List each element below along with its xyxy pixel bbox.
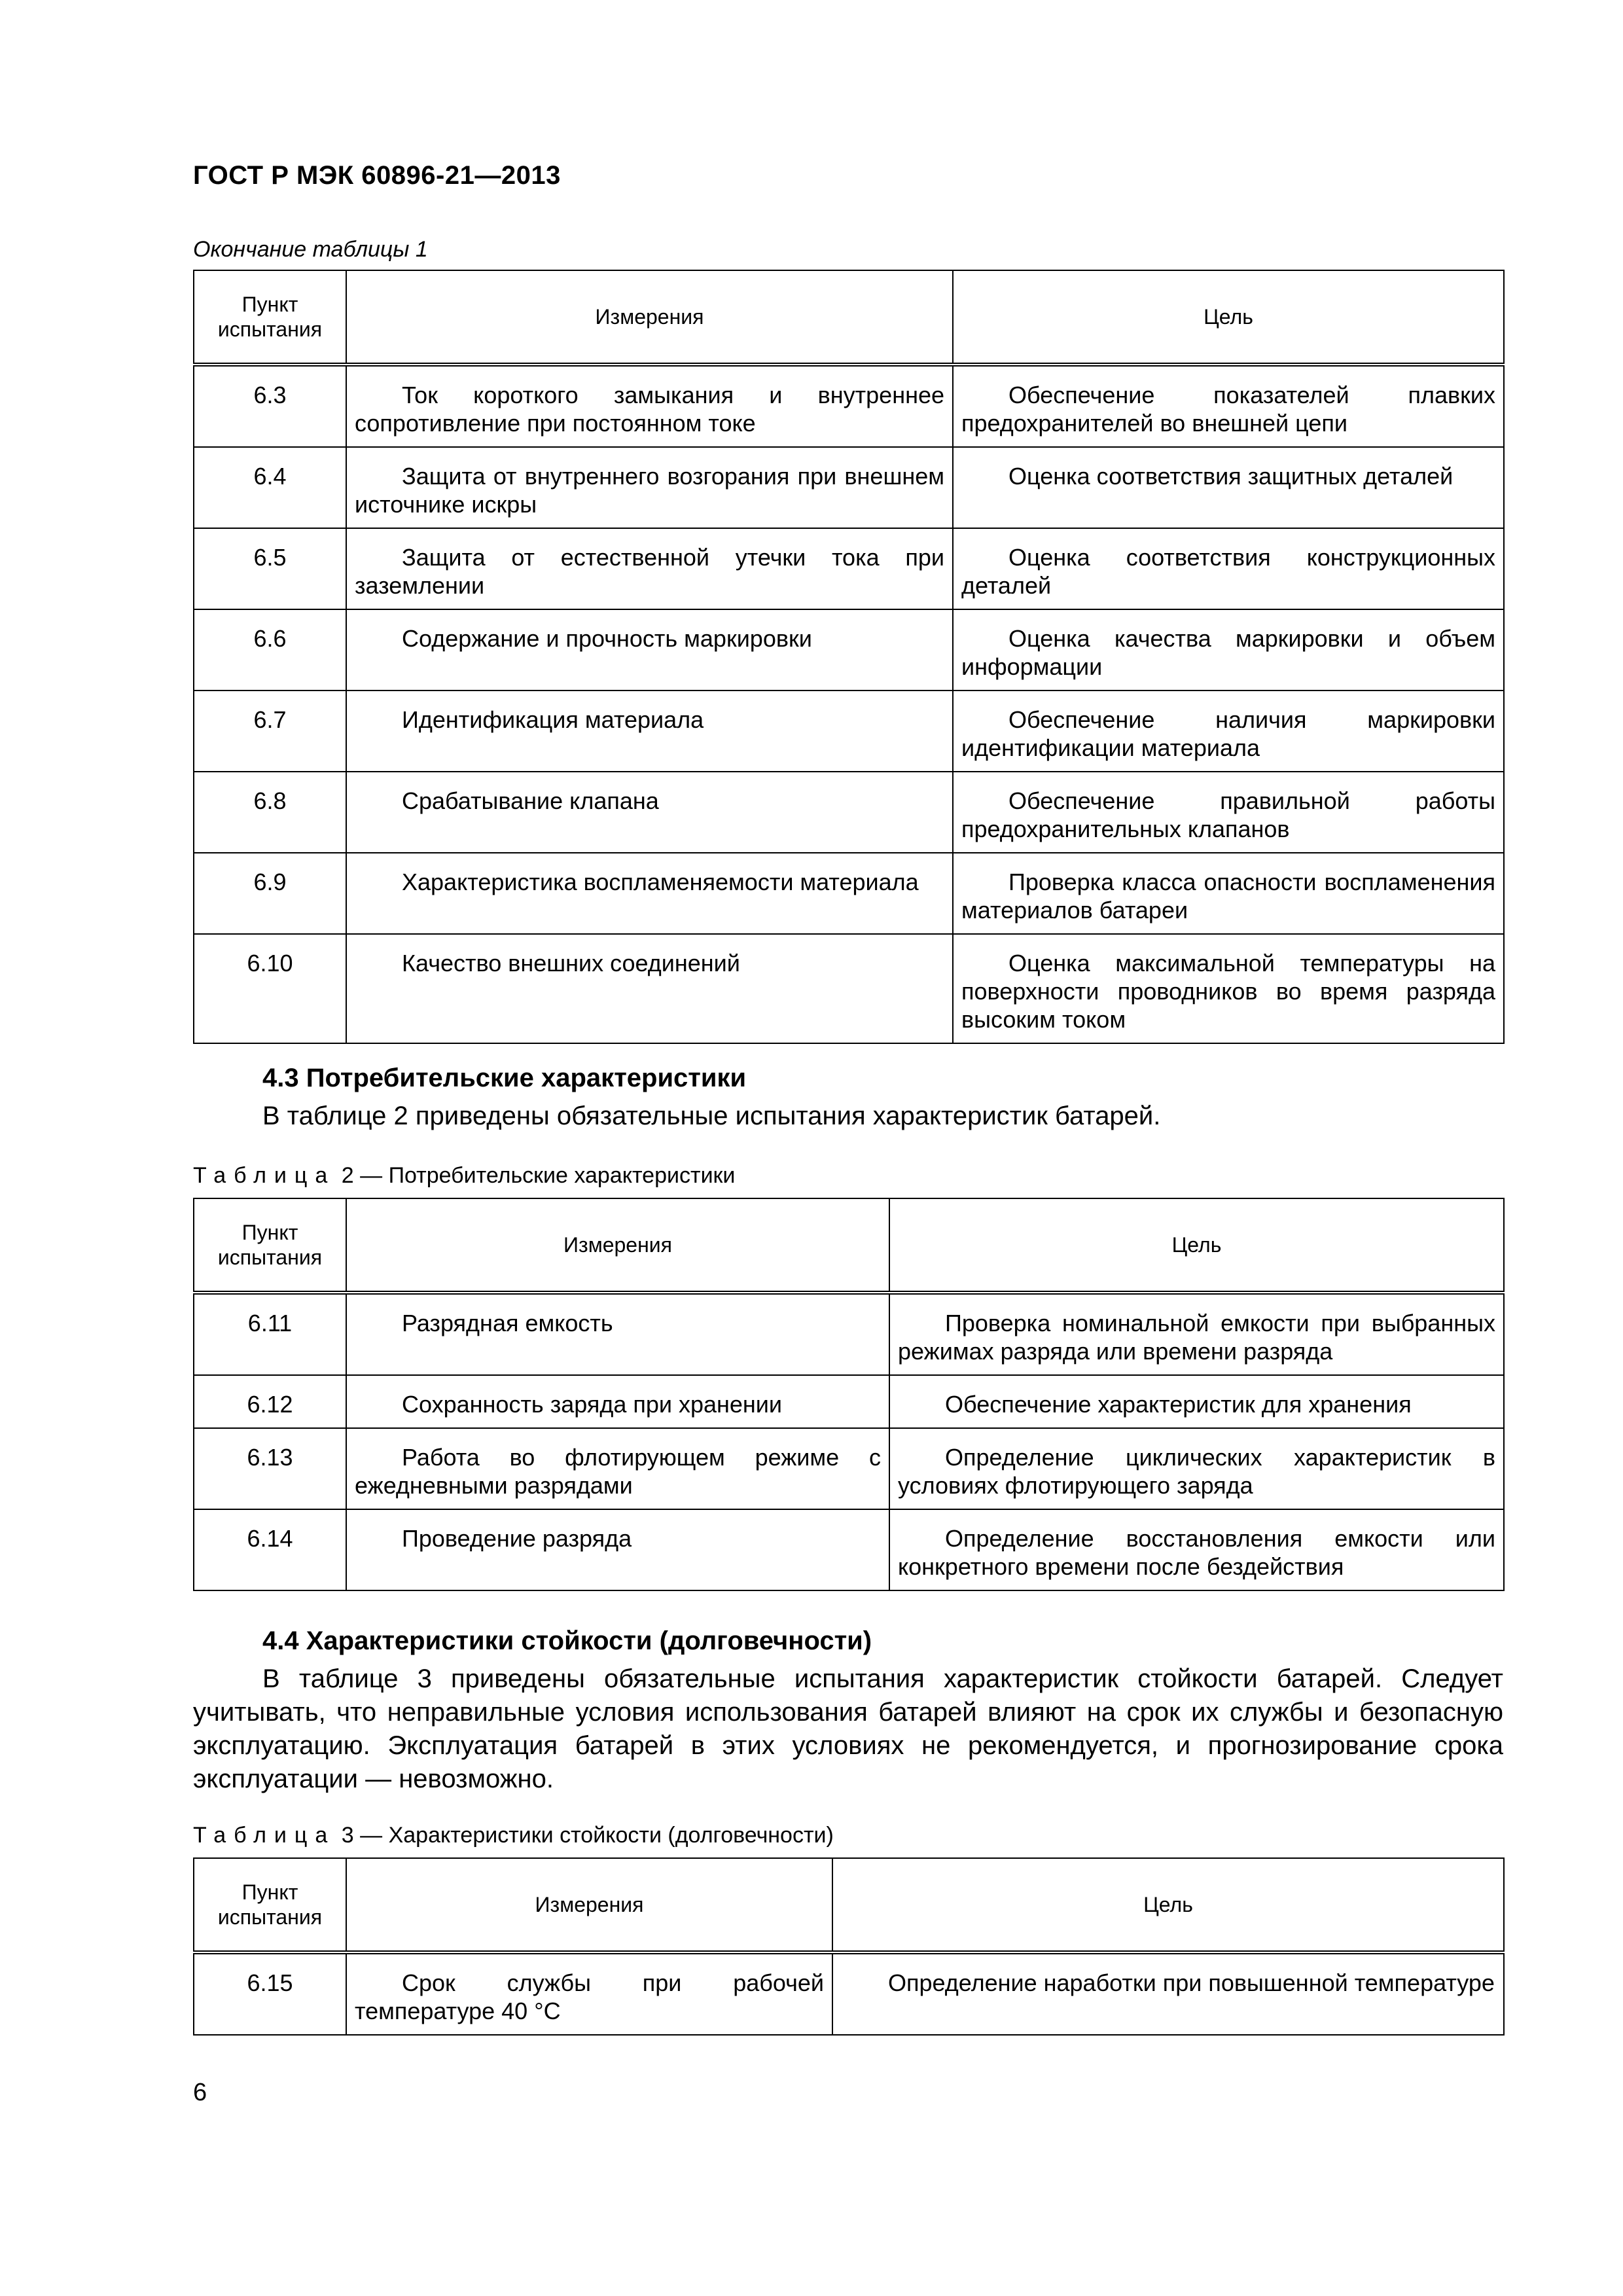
table-row	[194, 365, 1504, 447]
table2-caption-text: 2 — Потребительские характеристики	[341, 1163, 736, 1188]
row-measurement: Работа во флотирующем режиме с ежедневными разрядами	[346, 1428, 889, 1509]
table-row	[194, 528, 1504, 609]
row-point: 6.12	[194, 1375, 346, 1428]
row-goal: Определение наработки при повышенной температуре	[832, 1952, 1504, 2035]
row-goal: Обеспечение наличия маркировки идентификации материала	[953, 691, 1504, 772]
table-row	[194, 609, 1504, 691]
row-goal: Проверка класса опасности воспламенения материалов батареи	[953, 853, 1504, 934]
row-point: 6.10	[194, 934, 346, 1043]
section-4-3-text: В таблице 2 приведены обязательные испытания характеристик батарей.	[262, 1102, 1161, 1130]
section-4-3-heading: 4.3 Потребительские характеристики	[262, 1064, 747, 1092]
table2	[193, 1198, 1505, 1591]
section-4-4-text: В таблице 3 приведены обязательные испытания характеристик стойкости батарей. Следует учитывать, что неправильные условия использования батарей влияют на срок их службы и безопасную эксплуатацию. Эксплуатация батарей в этих условиях не рекомендуется, и прогнозирование срока эксплуатации — невозможно.	[193, 1664, 1503, 1793]
table1-continuation-caption: Окончание таблицы 1	[193, 237, 428, 262]
row-goal: Определение циклических характеристик в условиях флотирующего заряда	[889, 1428, 1504, 1509]
row-measurement: Качество внешних соединений	[346, 934, 953, 1043]
row-measurement: Проведение разряда	[346, 1509, 889, 1590]
row-point: 6.14	[194, 1509, 346, 1590]
row-point: 6.9	[194, 853, 346, 934]
row-point: 6.4	[194, 447, 346, 528]
row-goal: Обеспечение показателей плавких предохранителей во внешней цепи	[953, 365, 1504, 447]
row-measurement: Защита от естественной утечки тока при заземлении	[346, 528, 953, 609]
table-row	[194, 1293, 1504, 1375]
table-row	[194, 1428, 1504, 1509]
header-goal: Цель	[889, 1198, 1504, 1293]
row-point: 6.6	[194, 609, 346, 691]
table3	[193, 1857, 1505, 2036]
row-point: 6.7	[194, 691, 346, 772]
row-measurement: Содержание и прочность маркировки	[346, 609, 953, 691]
header-point: Пункт испытания	[194, 1198, 346, 1293]
row-point: 6.5	[194, 528, 346, 609]
table3-caption-text: 3 — Характеристики стойкости (долговечности)	[341, 1823, 834, 1848]
table-row	[194, 934, 1504, 1043]
table-row	[194, 853, 1504, 934]
header-goal: Цель	[832, 1858, 1504, 1952]
document-title: ГОСТ Р МЭК 60896-21—2013	[193, 161, 561, 190]
row-measurement: Идентификация материала	[346, 691, 953, 772]
row-point: 6.15	[194, 1952, 346, 2035]
header-point: Пункт испытания	[194, 1858, 346, 1952]
table-row	[194, 447, 1504, 528]
row-point: 6.8	[194, 772, 346, 853]
row-measurement: Характеристика воспламеняемости материала	[346, 853, 953, 934]
row-goal: Оценка соответствия защитных деталей	[953, 447, 1504, 528]
page-number: 6	[193, 2079, 207, 2106]
table-row	[194, 1509, 1504, 1590]
header-point: Пункт испытания	[194, 270, 346, 365]
table1-header-row	[194, 270, 1504, 365]
row-measurement: Ток короткого замыкания и внутреннее сопротивление при постоянном токе	[346, 365, 953, 447]
row-goal: Оценка максимальной температуры на поверхности проводников во время разряда высоким током	[953, 934, 1504, 1043]
table2-caption-word: Таблица	[193, 1163, 336, 1188]
table2-caption	[193, 1163, 735, 1189]
row-goal: Проверка номинальной емкости при выбранных режимах разряда или времени разряда	[889, 1293, 1504, 1375]
table-row	[194, 1375, 1504, 1428]
row-goal: Оценка качества маркировки и объем информации	[953, 609, 1504, 691]
section-4-4-heading: 4.4 Характеристики стойкости (долговечности)	[262, 1626, 872, 1655]
row-point: 6.11	[194, 1293, 346, 1375]
row-measurement: Защита от внутреннего возгорания при внешнем источнике искры	[346, 447, 953, 528]
row-measurement: Сохранность заряда при хранении	[346, 1375, 889, 1428]
row-measurement: Разрядная емкость	[346, 1293, 889, 1375]
header-goal: Цель	[953, 270, 1504, 365]
table-row	[194, 1952, 1504, 2035]
header-measurement: Измерения	[346, 1198, 889, 1293]
table3-caption	[193, 1823, 834, 1848]
row-measurement: Срабатывание клапана	[346, 772, 953, 853]
table-row	[194, 691, 1504, 772]
row-goal: Определение восстановления емкости или конкретного времени после бездействия	[889, 1509, 1504, 1590]
row-point: 6.13	[194, 1428, 346, 1509]
table1	[193, 270, 1505, 1044]
row-measurement: Срок службы при рабочей температуре 40 °C	[346, 1952, 832, 2035]
header-measurement: Измерения	[346, 270, 953, 365]
table2-header-row	[194, 1198, 1504, 1293]
row-point: 6.3	[194, 365, 346, 447]
row-goal: Обеспечение правильной работы предохранительных клапанов	[953, 772, 1504, 853]
table-row	[194, 772, 1504, 853]
table3-caption-word: Таблица	[193, 1823, 336, 1848]
row-goal: Оценка соответствия конструкционных деталей	[953, 528, 1504, 609]
table3-header-row	[194, 1858, 1504, 1952]
header-measurement: Измерения	[346, 1858, 832, 1952]
row-goal: Обеспечение характеристик для хранения	[889, 1375, 1504, 1428]
